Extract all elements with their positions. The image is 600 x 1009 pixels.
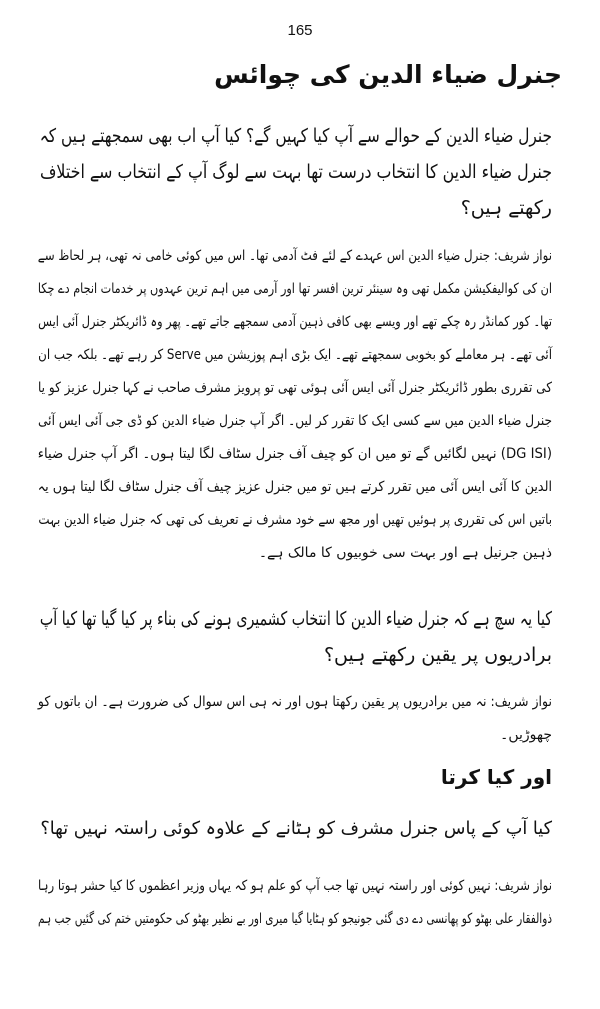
answer-3-line: نواز شریف: نہیں کوئی اور راستہ نہیں تھا جب آپ کو علم ہو کہ یہاں وزیر اعظموں کا کیا حشر ہوتا رہا xyxy=(38,878,553,894)
answer-1-line: ذہین جرنیل ہے اور بہت سی خوبیوں کا مالک ہے۔ xyxy=(258,545,552,561)
answer-1-line: نواز شریف: جنرل ضیاء الدین اس عہدے کے لئے فٹ آدمی تھا۔ اس میں کوئی خامی نہ تھی، ہر لحاظ سے xyxy=(37,248,552,264)
section-heading: جنرل ضیاء الدین کی چوائس xyxy=(214,60,562,89)
answer-3-line: ذوالفقار علی بھٹو کو پھانسی دے دی گئی جونیجو کو ہٹایا گیا میری اور بے نظیر بھٹو کی حکومتیں ختم کی گئیں جب ہم xyxy=(38,911,552,927)
page-number: 165 xyxy=(287,22,313,39)
answer-2-line: نواز شریف: نہ میں برادریوں پر یقین رکھتا ہوں اور نہ ہی اس سوال کی ضرورت ہے۔ ان باتوں کو xyxy=(37,694,552,710)
question-1-line: جنرل ضیاء الدین کے حوالے سے آپ کیا کہیں گے؟ کیا آپ اب بھی سمجھتے ہیں کہ xyxy=(39,125,552,147)
answer-3 xyxy=(38,870,552,936)
question-3-line: کیا آپ کے پاس جنرل مشرف کو ہٹانے کے علاوہ کوئی راستہ نہیں تھا؟ xyxy=(40,818,552,839)
answer-1-line: کی تقرری بطور ڈائریکٹر جنرل آئی ایس آئی ہوئی تھی تو پرویز مشرف صاحب نے کہا جنرل عزیز کو یا xyxy=(37,380,552,396)
question-3 xyxy=(40,812,552,846)
answer-1-line: (DG ISI) نہیں لگائیں گے تو میں ان کو چیف آف جنرل سٹاف لگا لیتا ہوں۔ اگر آپ جنرل ضیاء xyxy=(37,446,552,462)
answer-1-line: باتیں اس کی تقرری پر ہوئیں تھیں اور مجھ سے خود مشرف نے تعریف کی تھی کہ جنرل ضیاء الدین بہت xyxy=(38,512,553,528)
subheading: اور کیا کرتا xyxy=(440,765,552,789)
question-2-line: برادریوں پر یقین رکھتے ہیں؟ xyxy=(323,644,552,666)
question-2 xyxy=(40,601,552,673)
question-1-line: رکھتے ہیں؟ xyxy=(460,197,552,219)
question-1-line: جنرل ضیاء الدین کا انتخاب درست تھا بہت سے لوگ آپ کے انتخاب سے اختلاف xyxy=(40,161,553,183)
answer-1-line: تھا۔ کور کمانڈر رہ چکے تھے اور ویسے بھی کافی ذہین آدمی سمجھے جاتے تھے۔ پھر وہ ڈائریکٹر جنرل آئی ایس xyxy=(38,314,552,330)
answer-1-line: ان کی کوالیفکیشن مکمل تھی وہ سینئر ترین افسر تھا اور آرمی میں اہم ترین عہدوں پر خدمات انجام دے چکا xyxy=(37,281,552,297)
question-1 xyxy=(40,118,552,226)
question-2-line: کیا یہ سچ ہے کہ جنرل ضیاء الدین کا انتخاب کشمیری ہونے کی بناء پر کیا گیا تھا کیا آپ xyxy=(39,608,553,630)
answer-1-line: آئی تھے۔ ہر معاملے کو بخوبی سمجھتے تھے۔ ایک بڑی اہم پوزیشن میں Serve کر رہے تھے۔ بلکہ جب ان xyxy=(38,347,552,363)
answer-2-line: چھوڑیں۔ xyxy=(500,727,552,743)
answer-1-line: جنرل ضیاء الدین میں سے کسی ایک کا تقرر کر لیں۔ اگر آپ جنرل ضیاء الدین کو ڈی جی آئی ایس آئی xyxy=(38,413,553,429)
answer-1-line: الدین کا آئی ایس آئی میں تقرر کرتے ہیں تو میں جنرل عزیز چیف آف جنرل سٹاف لگا لیتا ہوں یہ xyxy=(37,479,553,495)
answer-1 xyxy=(38,240,552,570)
answer-2 xyxy=(38,686,552,752)
